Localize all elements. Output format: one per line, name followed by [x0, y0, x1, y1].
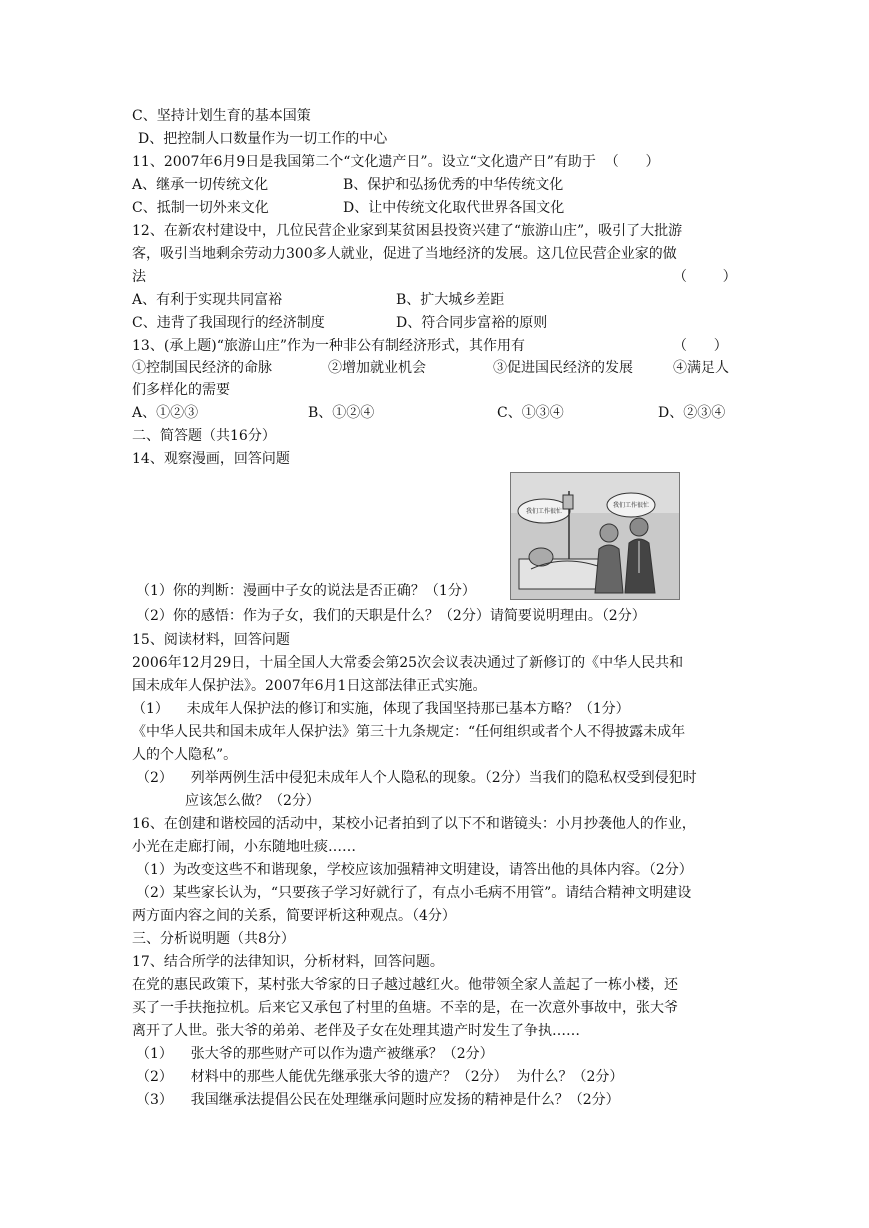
section-3-title: 三、分析说明题（共8分）: [132, 931, 295, 947]
q12-option-b: B、扩大城乡差距: [396, 292, 505, 308]
q17-sub-2: （2） 材料中的那些人能优先继承张大爷的遗产？（2分） 为什么？（2分）: [136, 1069, 624, 1085]
q12-stem-line3: 法: [132, 269, 146, 285]
q10-option-c: C、坚持计划生育的基本国策: [132, 108, 311, 124]
q17-material-line3: 离开了人世。张大爷的弟弟、老伴及子女在处理其遗产时发生了争执……: [132, 1023, 580, 1039]
q17-sub-3: （3） 我国继承法提倡公民在处理继承问题时应发扬的精神是什么？（2分）: [136, 1092, 620, 1108]
q13-stem: 13、(承上题)“旅游山庄”作为一种非公有制经济形式，其作用有: [132, 338, 526, 354]
cartoon-bubble-left-text: 我们工作很忙: [525, 508, 563, 515]
q16-stem-line1: 16、在创建和谐校园的活动中，某校小记者拍到了以下不和谐镜头：小月抄袭他人的作业，: [132, 816, 696, 832]
q13-option-a: A、①②③: [132, 405, 199, 421]
q17-stem: 17、结合所学的法律知识，分析材料，回答问题。: [132, 954, 444, 970]
q14-sub-1: （1）你的判断：漫画中子女的说法是否正确？（1分）: [136, 583, 476, 599]
q12-option-d: D、符合同步富裕的原则: [396, 315, 548, 331]
q13-item-1: ①控制国民经济的命脉: [132, 360, 272, 376]
q11-option-b: B、保护和弘扬优秀的中华传统文化: [343, 177, 564, 193]
q13-item-4-cont: 们多样化的需要: [132, 382, 230, 398]
q16-stem-line2: 小光在走廊打闹，小东随地吐痰……: [132, 839, 356, 855]
q12-answer-bracket: （ ）: [673, 269, 737, 285]
q11-option-d: D、让中传统文化取代世界各国文化: [343, 200, 565, 216]
q13-item-3: ③促进国民经济的发展: [493, 360, 633, 376]
q14-stem: 14、观察漫画，回答问题: [132, 451, 290, 467]
section-2-title: 二、简答题（共16分）: [132, 428, 276, 444]
q16-sub-2-line1: （2）某些家长认为，“只要孩子学习好就行了，有点小毛病不用管”。请结合精神文明建设: [136, 885, 692, 901]
q12-option-a: A、有利于实现共同富裕: [132, 292, 283, 308]
q13-option-c: C、①③④: [497, 405, 564, 421]
q11-stem: 11、2007年6月9日是我国第二个“文化遗产日”。设立“文化遗产日”有助于 （ ）: [132, 154, 660, 170]
q13-answer-bracket: （ ）: [673, 338, 728, 354]
q17-sub-1: （1） 张大爷的那些财产可以作为遗产被继承？（2分）: [136, 1046, 494, 1062]
q15-material-1-line2: 国未成年人保护法》。2007年6月1日这部法律正式实施。: [132, 678, 487, 694]
q15-material-2-line2: 人的个人隐私”。: [132, 747, 238, 763]
q15-sub-2-line1: （2） 列举两例生活中侵犯未成年人个人隐私的现象。（2分）当我们的隐私权受到侵犯时: [136, 770, 697, 786]
q15-sub-1: （1） 未成年人保护法的修订和实施，体现了我国坚持那已基本方略？（1分）: [132, 701, 630, 717]
q17-material-line2: 买了一手扶拖拉机。后来它又承包了村里的鱼塘。不幸的是，在一次意外事故中，张大爷: [132, 1000, 678, 1016]
q13-option-b: B、①②④: [308, 405, 375, 421]
q11-option-a: A、继承一切传统文化: [132, 177, 269, 193]
q17-material-line1: 在党的惠民政策下，某村张大爷家的日子越过越红火。他带领全家人盖起了一栋小楼，还: [132, 977, 678, 993]
q14-sub-2: （2）你的感悟：作为子女，我们的天职是什么？（2分）请简要说明理由。（2分）: [136, 608, 646, 624]
q16-sub-2-line2: 两方面内容之间的关系，简要评析这种观点。（4分）: [132, 908, 456, 924]
q15-material-2-line1: 《中华人民共和国未成年人保护法》第三十九条规定：“任何组织或者个人不得披露未成年: [132, 724, 686, 740]
q11-option-c: C、抵制一切外来文化: [132, 200, 269, 216]
q10-option-d: D、把控制人口数量作为一切工作的中心: [138, 131, 388, 147]
q13-option-d: D、②③④: [658, 405, 726, 421]
q16-sub-1: （1）为改变这些不和谐现象，学校应该加强精神文明建设，请答出他的具体内容。（2分）: [136, 862, 693, 878]
q12-stem-line1: 12、在新农村建设中，几位民营企业家到某贫困县投资兴建了“旅游山庄”，吸引了大批游: [132, 223, 683, 239]
q12-stem-line2: 客，吸引当地剩余劳动力300多人就业，促进了当地经济的发展。这几位民营企业家的做: [132, 246, 677, 262]
cartoon-illustration: [511, 473, 679, 599]
q12-option-c: C、违背了我国现行的经济制度: [132, 315, 325, 331]
q15-sub-2-line2: 应该怎么做？（2分）: [185, 793, 320, 809]
q15-stem: 15、阅读材料，回答问题: [132, 632, 290, 648]
q13-item-2: ②增加就业机会: [328, 360, 426, 376]
q15-material-1-line1: 2006年12月29日，十届全国人大常委会第25次会议表决通过了新修订的《中华人民共和: [132, 655, 684, 671]
q13-item-4: ④满足人: [673, 360, 729, 376]
q14-cartoon: [510, 472, 680, 600]
cartoon-bubble-right-text: 我们工作很忙: [612, 502, 650, 509]
